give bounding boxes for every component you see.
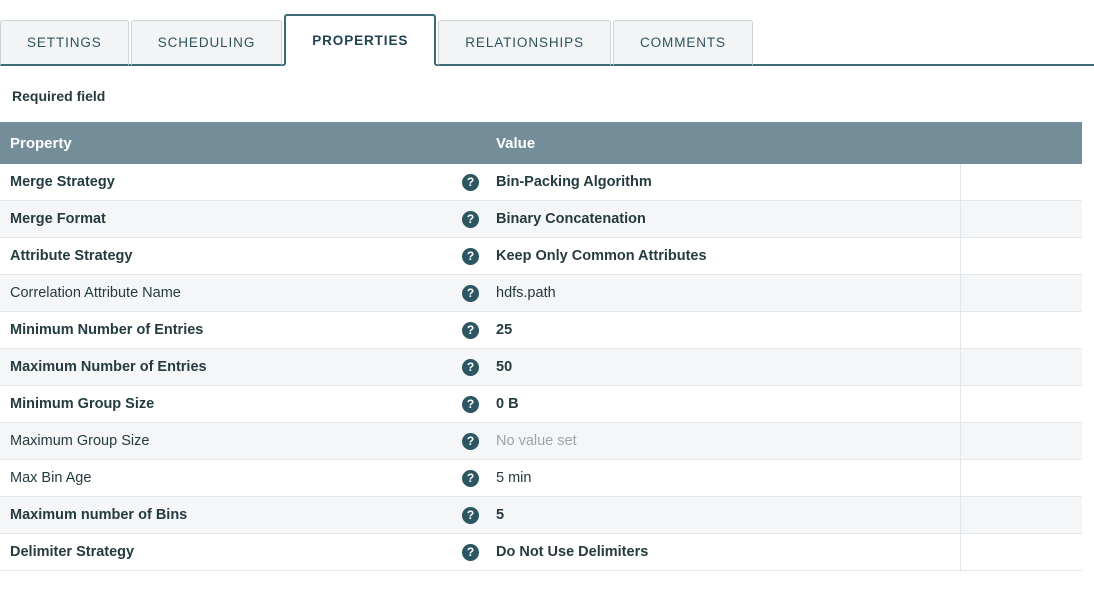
property-name: Minimum Group Size bbox=[0, 386, 452, 423]
property-name: Minimum Number of Entries bbox=[0, 312, 452, 349]
table-row bbox=[0, 386, 1082, 423]
property-name: Max Bin Age bbox=[0, 460, 452, 497]
help-circle-icon[interactable]: ? bbox=[462, 544, 479, 561]
property-value[interactable]: Binary Concatenation bbox=[486, 201, 960, 238]
table-row bbox=[0, 201, 1082, 238]
property-value[interactable]: Keep Only Common Attributes bbox=[486, 238, 960, 275]
table-row bbox=[0, 460, 1082, 497]
tab-comments[interactable]: COMMENTS bbox=[613, 20, 753, 66]
property-value[interactable]: Bin-Packing Algorithm bbox=[486, 164, 960, 201]
help-cell bbox=[452, 275, 486, 312]
row-actions-cell bbox=[960, 460, 1082, 497]
help-cell bbox=[452, 534, 486, 571]
properties-table-container bbox=[0, 122, 1082, 571]
property-value[interactable]: No value set bbox=[486, 423, 960, 460]
help-circle-icon[interactable]: ? bbox=[462, 507, 479, 524]
properties-table bbox=[0, 122, 1082, 571]
help-circle-icon[interactable]: ? bbox=[462, 211, 479, 228]
row-actions-cell bbox=[960, 238, 1082, 275]
table-row bbox=[0, 423, 1082, 460]
column-header-property: Property bbox=[0, 122, 486, 164]
property-value[interactable]: 0 B bbox=[486, 386, 960, 423]
property-name: Correlation Attribute Name bbox=[0, 275, 452, 312]
table-header bbox=[0, 122, 1082, 164]
property-name: Attribute Strategy bbox=[0, 238, 452, 275]
help-circle-icon[interactable]: ? bbox=[462, 322, 479, 339]
row-actions-cell bbox=[960, 275, 1082, 312]
property-name: Merge Strategy bbox=[0, 164, 452, 201]
property-name: Merge Format bbox=[0, 201, 452, 238]
help-cell bbox=[452, 238, 486, 275]
help-circle-icon[interactable]: ? bbox=[462, 174, 479, 191]
help-cell bbox=[452, 497, 486, 534]
help-circle-icon[interactable]: ? bbox=[462, 396, 479, 413]
help-circle-icon[interactable]: ? bbox=[462, 248, 479, 265]
row-actions-cell bbox=[960, 497, 1082, 534]
row-actions-cell bbox=[960, 423, 1082, 460]
table-row bbox=[0, 497, 1082, 534]
property-value[interactable]: Do Not Use Delimiters bbox=[486, 534, 960, 571]
property-name: Maximum number of Bins bbox=[0, 497, 452, 534]
table-row bbox=[0, 534, 1082, 571]
tab-bar bbox=[0, 0, 1094, 66]
help-cell bbox=[452, 423, 486, 460]
help-cell bbox=[452, 201, 486, 238]
property-value[interactable]: 5 min bbox=[486, 460, 960, 497]
table-header-row bbox=[0, 122, 1082, 164]
property-name: Maximum Number of Entries bbox=[0, 349, 452, 386]
table-row bbox=[0, 312, 1082, 349]
table-row bbox=[0, 275, 1082, 312]
column-header-extra bbox=[960, 122, 1082, 164]
tab-relationships[interactable]: RELATIONSHIPS bbox=[438, 20, 611, 66]
required-field-label: Required field bbox=[12, 88, 106, 104]
help-circle-icon[interactable]: ? bbox=[462, 359, 479, 376]
help-circle-icon[interactable]: ? bbox=[462, 470, 479, 487]
table-row bbox=[0, 238, 1082, 275]
row-actions-cell bbox=[960, 349, 1082, 386]
table-row bbox=[0, 164, 1082, 201]
row-actions-cell bbox=[960, 164, 1082, 201]
property-value[interactable]: 50 bbox=[486, 349, 960, 386]
property-value[interactable]: hdfs.path bbox=[486, 275, 960, 312]
row-actions-cell bbox=[960, 534, 1082, 571]
row-actions-cell bbox=[960, 312, 1082, 349]
help-cell bbox=[452, 164, 486, 201]
tab-scheduling[interactable]: SCHEDULING bbox=[131, 20, 283, 66]
row-actions-cell bbox=[960, 201, 1082, 238]
property-name: Delimiter Strategy bbox=[0, 534, 452, 571]
help-cell bbox=[452, 386, 486, 423]
help-circle-icon[interactable]: ? bbox=[462, 433, 479, 450]
property-value[interactable]: 25 bbox=[486, 312, 960, 349]
help-cell bbox=[452, 349, 486, 386]
table-body bbox=[0, 164, 1082, 571]
tab-properties[interactable]: PROPERTIES bbox=[284, 14, 436, 66]
property-value[interactable]: 5 bbox=[486, 497, 960, 534]
help-cell bbox=[452, 312, 486, 349]
column-header-value: Value bbox=[486, 122, 960, 164]
row-actions-cell bbox=[960, 386, 1082, 423]
tab-settings[interactable]: SETTINGS bbox=[0, 20, 129, 66]
help-cell bbox=[452, 460, 486, 497]
table-row bbox=[0, 349, 1082, 386]
property-name: Maximum Group Size bbox=[0, 423, 452, 460]
help-circle-icon[interactable]: ? bbox=[462, 285, 479, 302]
